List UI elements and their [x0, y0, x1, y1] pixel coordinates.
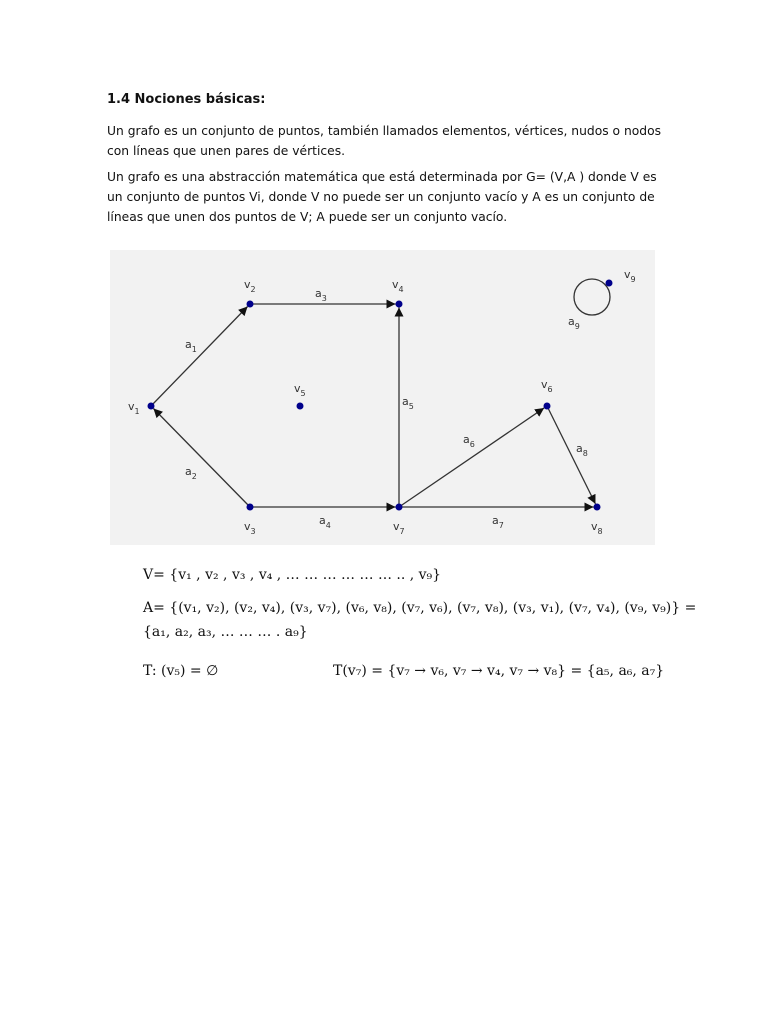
vertex-v4: [396, 301, 403, 308]
paragraph-abstraction: Un grafo es una abstracción matemática que está determinada por G= (V,A ) donde V es un conjunto de puntos Vi, donde V no puede ser un conjunto vacío y A es un conjunto de líneas que unen dos puntos de V; A puede ser un conjunto vacío.: [107, 170, 657, 224]
vertex-label-v2: $v_2$: [244, 278, 256, 294]
vertex-v9: [606, 280, 613, 287]
edge-label-a2: $a_2$: [185, 465, 197, 481]
edge-label-a8: $a_8$: [576, 442, 588, 458]
vertex-v3: [247, 504, 254, 511]
edge-label-a7: $a_7$: [492, 514, 504, 530]
vertex-v8: [594, 504, 601, 511]
section-heading: 1.4 Nociones básicas:: [107, 92, 266, 107]
edge-a2: [153, 408, 250, 507]
edge-label-a4: $a_4$: [319, 514, 331, 530]
graph-figure: [110, 250, 655, 545]
edge-label-a6: $a_6$: [463, 433, 475, 449]
vertex-label-v1: $v_1$: [128, 400, 140, 416]
vertex-v7: [396, 504, 403, 511]
edge-a8: [547, 406, 595, 504]
vertex-label-v4: $v_4$: [392, 278, 404, 294]
vertex-v1: [148, 403, 155, 410]
edge-label-a3: $a_3$: [315, 287, 327, 303]
vertex-label-v8: $v_8$: [591, 520, 603, 536]
vertex-label-v9: $v_9$: [624, 268, 636, 284]
graph-diagram: [110, 250, 655, 545]
paragraph-definition: Un grafo es un conjunto de puntos, también llamados elementos, vértices, nudos o nodos con líneas que unen pares de vértices.: [107, 124, 662, 158]
edge-a6: [399, 408, 544, 507]
vertex-label-v5: $v_5$: [294, 382, 306, 398]
edge-label-a5: $a_5$: [402, 395, 414, 411]
edge-a9: [574, 279, 610, 315]
formula-edge-names: {a₁, a₂, a₃, … … … . a₉}: [143, 624, 308, 640]
formula-successors-v5: T: (v₅) = ∅: [143, 663, 219, 679]
edge-label-a1: $a_1$: [185, 338, 197, 354]
vertex-v2: [247, 301, 254, 308]
formula-edge-set: A= {(v₁, v₂), (v₂, v₄), (v₃, v₇), (v₆, v₈), (v₇, v₆), (v₇, v₈), (v₃, v₁), (v₇, v₄), (v₉, v₉)} =: [143, 600, 697, 616]
edge-a1: [151, 307, 248, 406]
formula-vertex-set: V= {v₁ , v₂ , v₃ , v₄ , … … … … … … .. , v₉}: [143, 567, 442, 583]
formula-successors-v7: T(v₇) = {v₇ → v₆, v₇ → v₄, v₇ → v₈} = {a₅, a₆, a₇}: [333, 663, 665, 679]
vertex-label-v3: $v_3$: [244, 520, 256, 536]
vertex-label-v7: $v_7$: [393, 520, 405, 536]
edge-label-a9: $a_9$: [568, 315, 580, 331]
vertex-label-v6: $v_6$: [541, 378, 553, 394]
vertex-v6: [544, 403, 551, 410]
vertex-v5: [297, 403, 304, 410]
